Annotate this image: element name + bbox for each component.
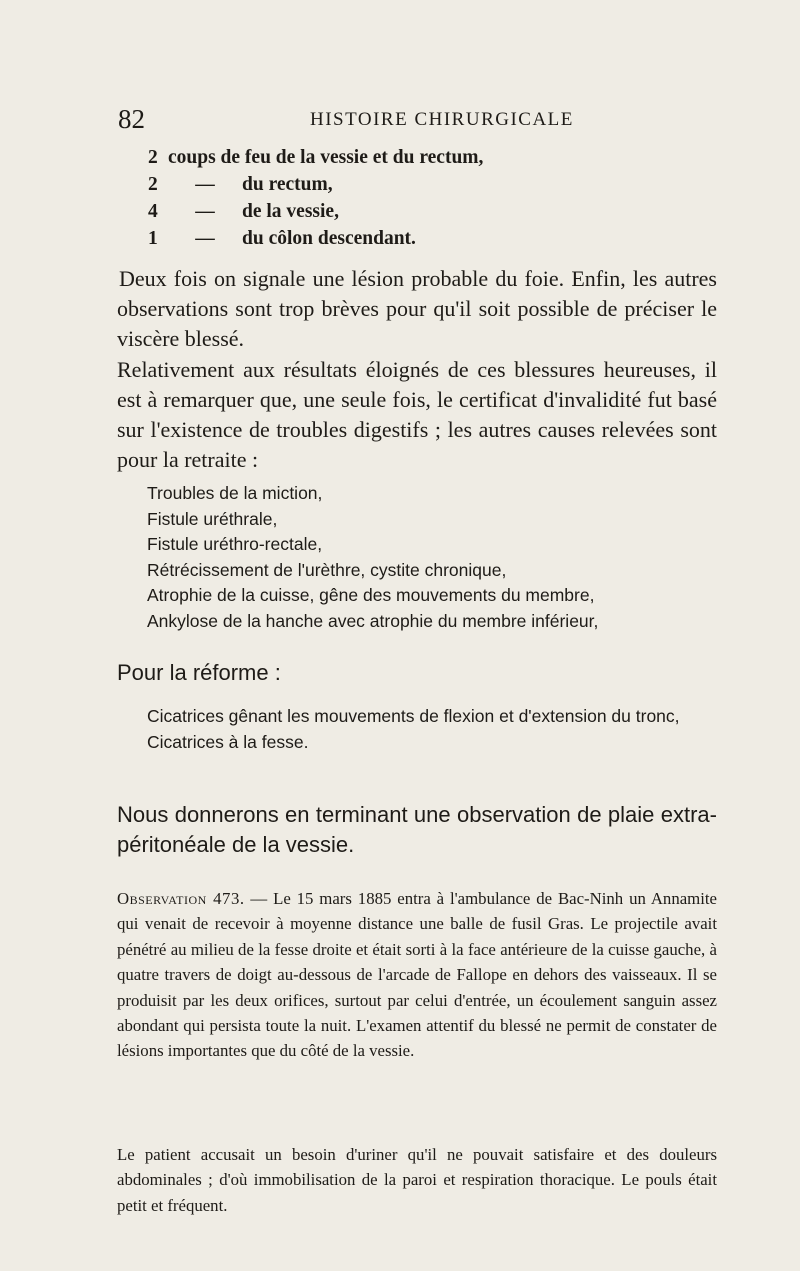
observation-heading: Observation 473. [117, 889, 245, 908]
tally-dash: — [195, 174, 215, 195]
observation-body: — Le 15 mars 1885 entra à l'ambulance de Bac-Ninh un Annamite qui venait de recevoir à moyenne distance une balle de fusil Gras. Le projectile avait pénétré au milieu de la fesse droite et était sorti à la face antérieure de la cuisse gauche, à quatre travers de doigt au-dessous de l'arcade de Fallope en dehors des vaisseaux. Il se produisit par les deux orifices, surtout par celui d'entrée, un écoulement sanguin assez abondant qui persista toute la nuit. L'examen attentif du blessé ne permit de constater de lésions importantes que du côté de la vessie. [117, 889, 717, 1061]
observation-473 [117, 886, 717, 1064]
tally-row [148, 199, 483, 226]
list-item: Cicatrices à la fesse. [147, 731, 309, 752]
tally-text: de la vessie, [242, 201, 339, 222]
tally-row [148, 226, 483, 253]
reforme-heading: Pour la réforme : [117, 660, 281, 685]
paragraph-observation-intro: Nous donnerons en terminant une observation de plaie extra-péritonéale de la vessie. [117, 802, 717, 857]
running-title: HISTOIRE CHIRURGICALE [310, 109, 574, 130]
list-item: Atrophie de la cuisse, gêne des mouvements du membre, [147, 585, 595, 606]
observation-continuation: Le patient accusait un besoin d'uriner qu'il ne pouvait satisfaire et des douleurs abdominales ; d'où immobilisation de la paroi et respiration thoracique. Le pouls était petit et fréquent. [117, 1145, 717, 1215]
tally-count: 2 [148, 147, 158, 168]
tally-count: 2 [148, 174, 158, 195]
paragraph-results: Relativement aux résultats éloignés de ces blessures heureuses, il est à remarquer que, une seule fois, le certificat d'invalidité fut basé sur l'existence de troubles digestifs ; les autres causes relevées sont pour la retraite : [117, 357, 717, 472]
paragraph-liver: Deux fois on signale une lésion probable du foie. Enfin, les autres observations sont trop brèves pour qu'il soit possible de préciser le viscère blessé. [117, 266, 717, 351]
page-number: 82 [118, 104, 145, 134]
list-item: Fistule uréthrale, [147, 508, 278, 529]
reforme-causes-list [147, 704, 732, 755]
list-item: Fistule uréthro-rectale, [147, 534, 323, 555]
wound-tally [148, 145, 483, 253]
tally-text: du côlon descendant. [242, 228, 416, 249]
list-item: Cicatrices gênant les mouvements de flexion et d'extension du tronc, [147, 706, 680, 726]
tally-count: 1 [148, 228, 158, 249]
tally-row [148, 145, 483, 172]
page-header [118, 104, 718, 134]
tally-row [148, 172, 483, 199]
list-item: Ankylose de la hanche avec atrophie du membre inférieur, [147, 610, 599, 631]
tally-dash: — [195, 228, 215, 249]
list-item: Rétrécissement de l'urèthre, cystite chronique, [147, 559, 507, 580]
tally-text: du rectum, [242, 174, 333, 195]
retraite-causes-list [147, 481, 727, 635]
tally-dash: — [195, 201, 215, 222]
tally-text: coups de feu de la vessie et du rectum, [168, 147, 484, 168]
list-item: Troubles de la miction, [147, 483, 323, 503]
tally-count: 4 [148, 201, 158, 222]
